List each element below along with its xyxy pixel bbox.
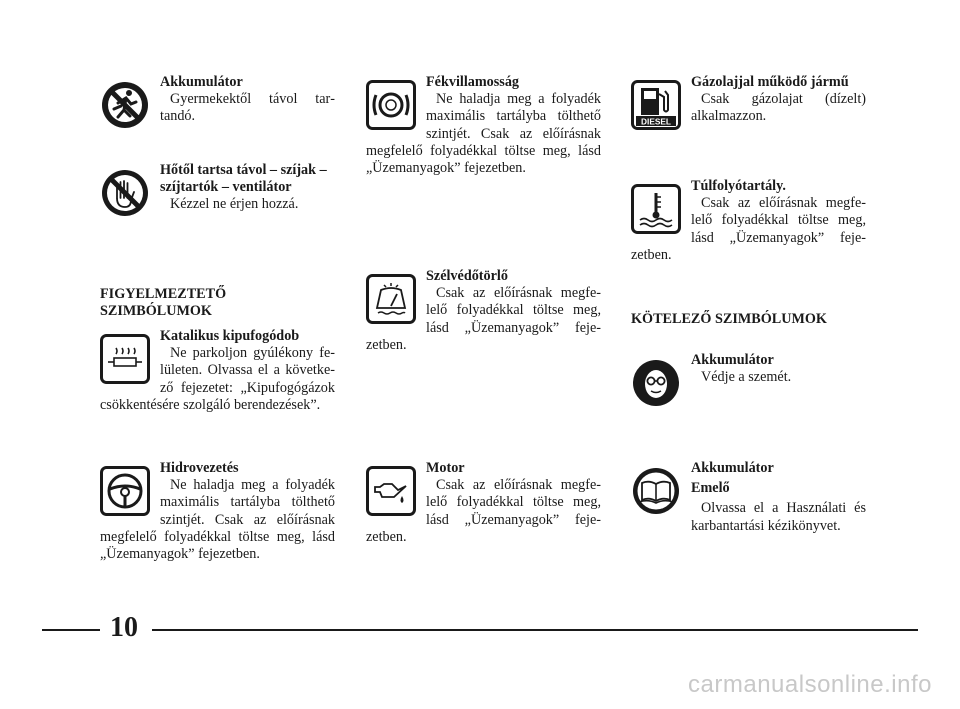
diesel-pump-icon: [631, 80, 681, 130]
entry-subtitle: Emelő: [691, 480, 730, 497]
coolant-icon: [631, 184, 681, 234]
entry-body: Csak az előírásnak megfelelő folyadékkal töltse meg, lásd „Üzemanyagok” fejezetben.: [366, 285, 601, 353]
footer-rule-right: [152, 629, 918, 631]
entry-heat-belts: [100, 162, 335, 220]
steering-wheel-icon: [100, 466, 150, 516]
entry-battery-eyes: [631, 352, 866, 410]
entry-title: Akkumulátor: [691, 460, 774, 476]
diesel-label: DIESEL: [641, 116, 671, 127]
entry-battery-children: [100, 74, 335, 132]
brake-fluid-icon: [366, 80, 416, 130]
entry-title: Hőtől tartsa távol – szíjak – szíjtartók – ventilátor: [160, 162, 327, 196]
entry-title: Akkumulátor: [691, 352, 774, 368]
engine-oil-icon: [366, 466, 416, 516]
entry-windshield-washer: [366, 268, 601, 354]
watermark: carmanualsonline.info: [688, 671, 932, 698]
entry-body: Gyermekektől távol tartandó.: [160, 91, 335, 125]
entry-body: Csak az előírásnak megfelelő folyadékkal töltse meg, lásd „Üzemanyagok” fejezetben.: [631, 195, 866, 263]
entry-battery-manual: [631, 460, 866, 535]
entry-body: Ne parkoljon gyúlékony felületen. Olvassa el a következő fejezetet: „Kipufogógázok csökkentésére szolgáló berendezések”.: [100, 345, 335, 413]
entry-title: Katalikus kipufogódob: [160, 328, 300, 344]
entry-title: Túlfolyótartály.: [691, 178, 786, 194]
warning-symbols-heading: FIGYELMEZTETŐ SZIMBÓLUMOK: [100, 286, 227, 320]
entry-expansion-tank: [631, 178, 866, 264]
mandatory-symbols-heading: KÖTELEZŐ SZIMBÓLUMOK: [631, 311, 827, 327]
windshield-washer-icon: [366, 274, 416, 324]
page-number: 10: [110, 612, 138, 643]
no-hand-icon: [100, 168, 150, 218]
entry-diesel: [631, 74, 866, 132]
entry-body: Ne haladja meg a folyadék maximális tartályba tölthető szintjét. Csak az előírásnak megfelelő folyadékkal töltse meg, lásd „Üzemanyagok” fejezetben.: [100, 477, 335, 563]
entry-title: Fékvillamosság: [426, 74, 520, 90]
no-children-icon: [100, 80, 150, 130]
entry-power-steering: [100, 460, 335, 563]
eye-protection-icon: [631, 358, 681, 408]
entry-title: Gázolajjal működő jármű: [691, 74, 849, 90]
footer-rule-left: [42, 629, 100, 631]
entry-body: Olvassa el a Használati és karbantartási kézikönyvet.: [691, 500, 866, 534]
entry-body: Csak gázolajat (dízelt) alkalmazzon.: [691, 91, 866, 125]
entry-brake-fluid: [366, 74, 601, 177]
exhaust-icon: [100, 334, 150, 384]
entry-title: Motor: [426, 460, 465, 476]
entry-engine: [366, 460, 601, 546]
entry-catalytic: [100, 328, 335, 414]
entry-title: Szélvédőtörlő: [426, 268, 508, 284]
entry-title: Akkumulátor: [160, 74, 243, 90]
entry-body: Védje a szemét.: [701, 369, 792, 386]
entry-body: Kézzel ne érjen hozzá.: [170, 196, 299, 213]
manual-book-icon: [631, 466, 681, 516]
entry-body: Csak az előírásnak megfelelő folyadékkal töltse meg, lásd „Üzemanyagok” fejezetben.: [366, 477, 601, 545]
entry-title: Hidrovezetés: [160, 460, 239, 476]
entry-body: Ne haladja meg a folyadék maximális tartályba tölthető szintjét. Csak az előírásnak megfelelő folyadékkal töltse meg, lásd „Üzemanyagok” fejezetben.: [366, 91, 601, 177]
